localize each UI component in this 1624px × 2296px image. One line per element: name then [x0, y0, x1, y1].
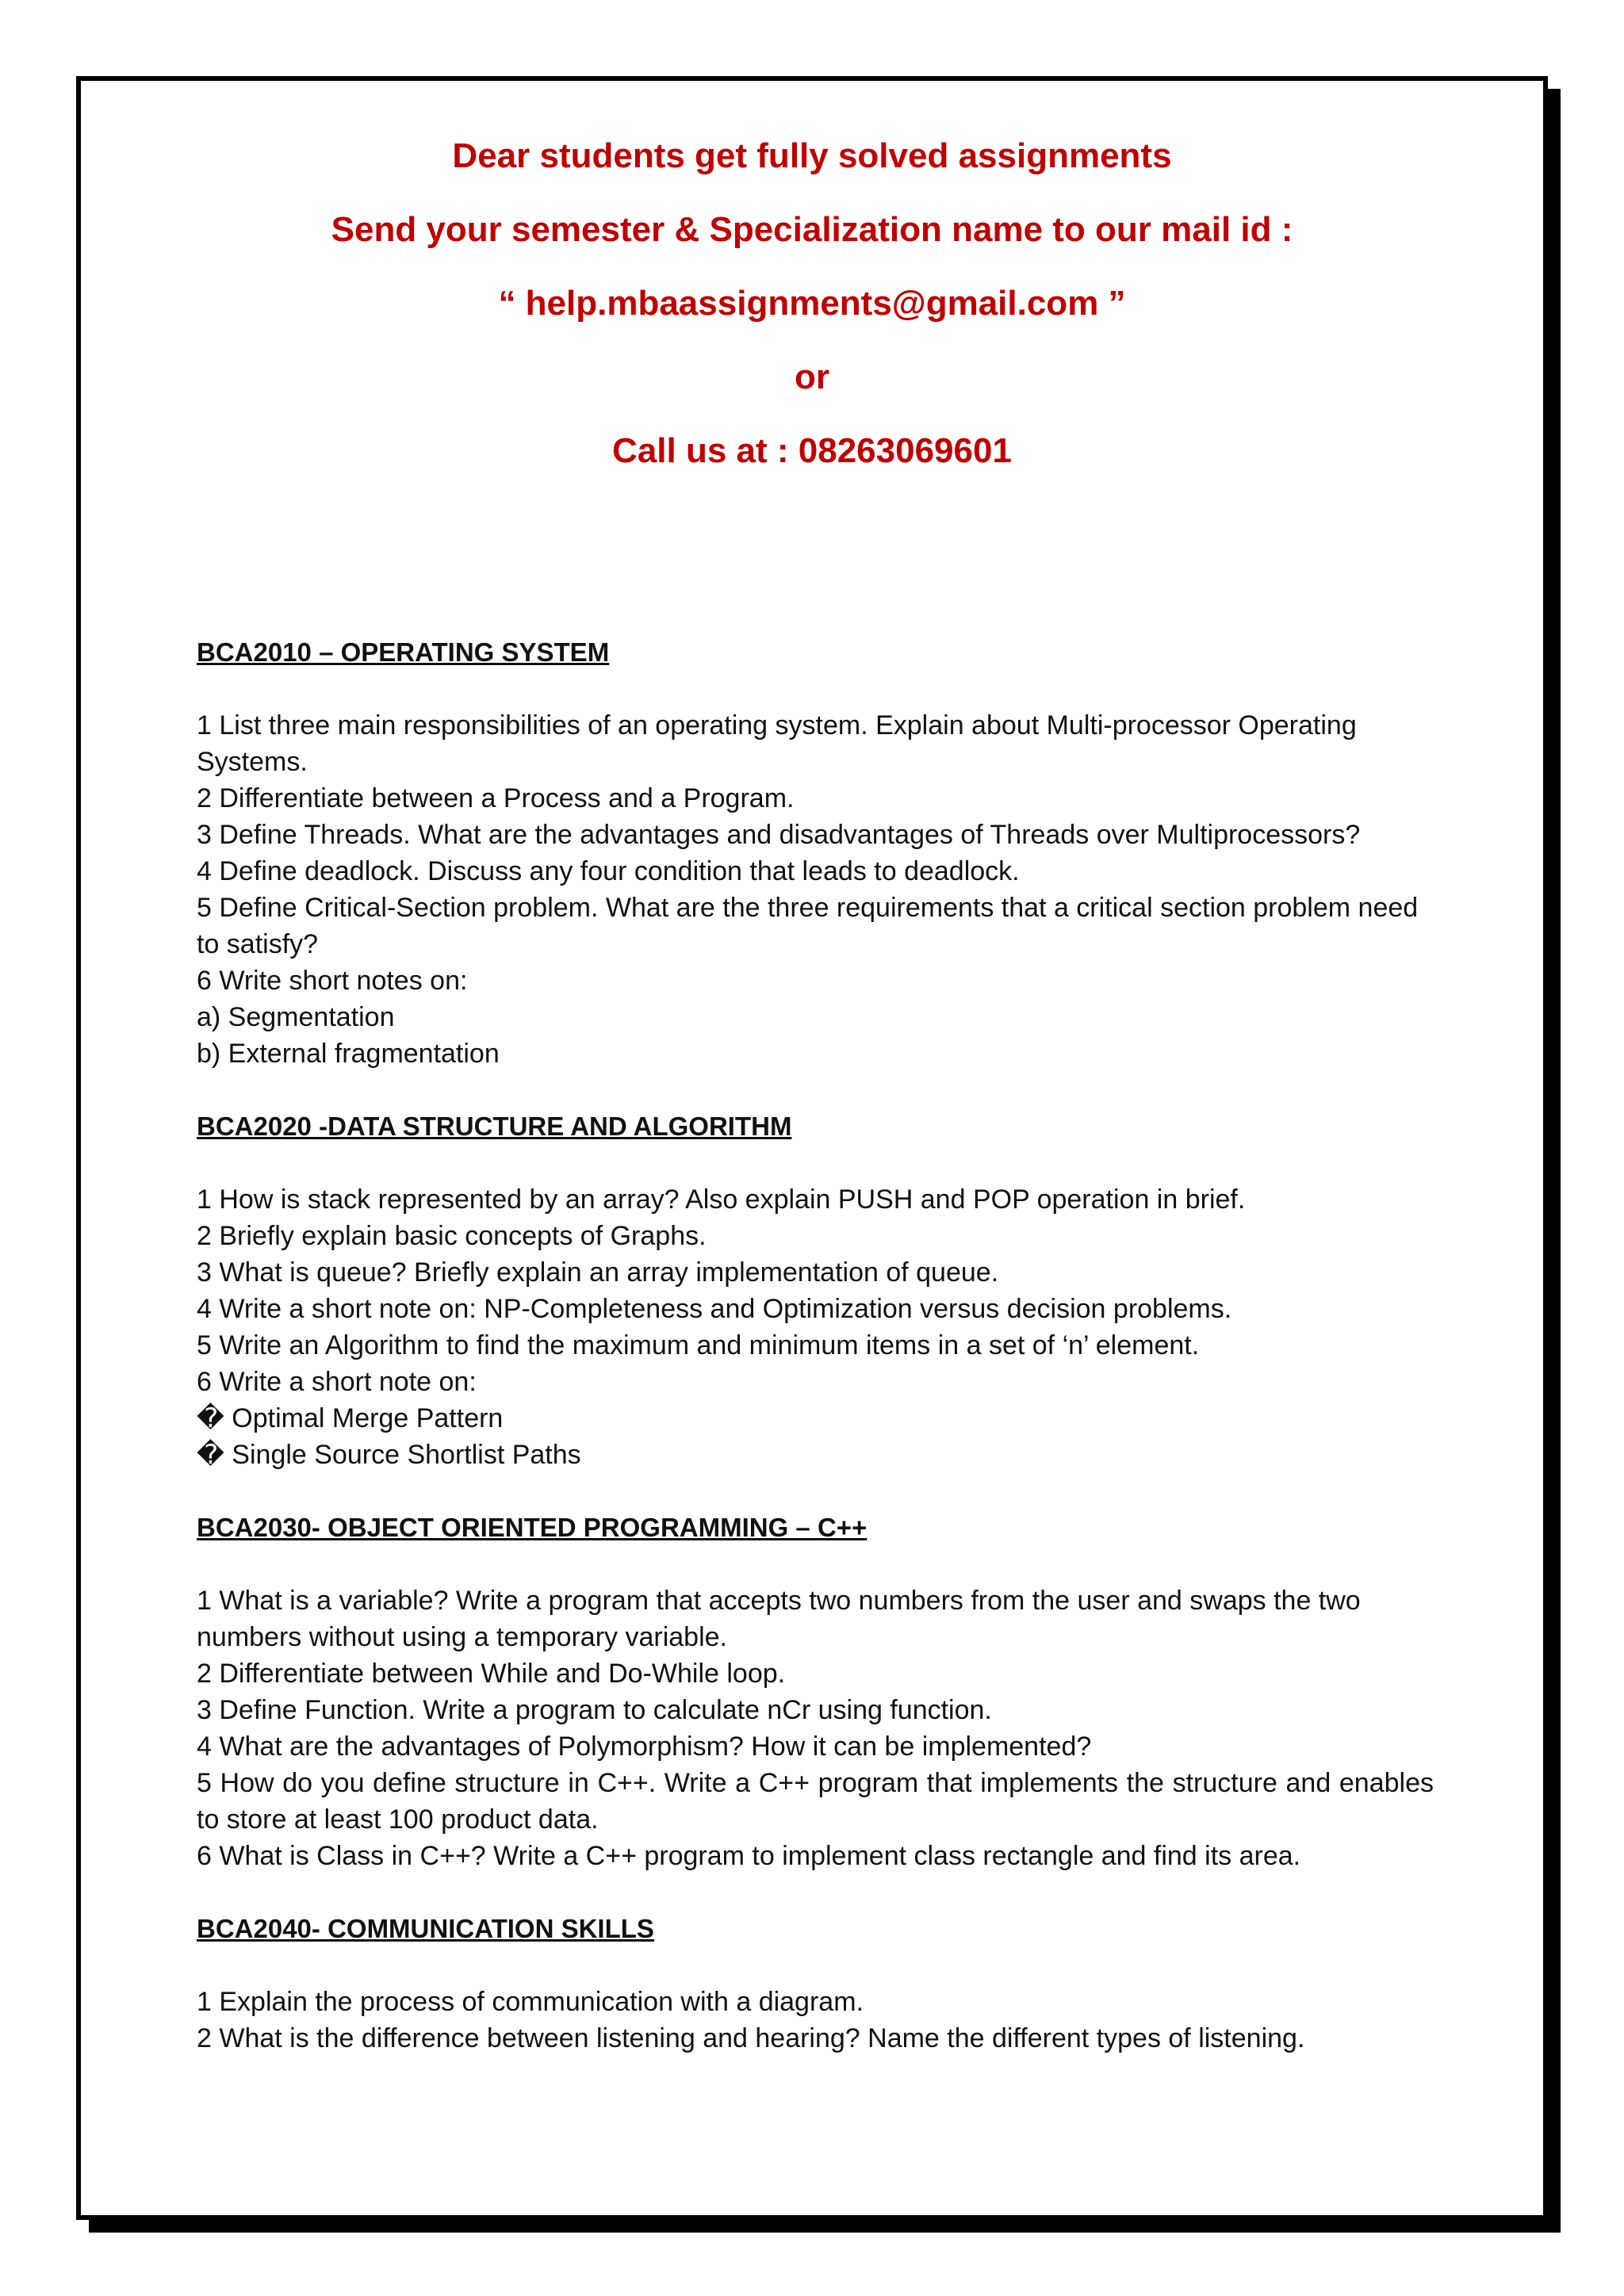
section-title-data-structure: BCA2020 -DATA STRUCTURE AND ALGORITHM [197, 1112, 792, 1141]
promo-phone: Call us at : 08263069601 [612, 431, 1012, 470]
promo-block [0, 119, 1624, 488]
promo-instruction: Send your semester & Specialization name to our mail id : [331, 210, 1293, 249]
promo-headline: Dear students get fully solved assignments [452, 136, 1172, 175]
section-title-oop-cpp: BCA2030- OBJECT ORIENTED PROGRAMMING – C++ [197, 1513, 868, 1542]
question-subitem: � Optimal Merge Pattern [197, 1403, 504, 1433]
assignment-content [197, 634, 1434, 2057]
question-item: 2 What is the difference between listening and hearing? Name the different types of listening. [197, 2023, 1305, 2053]
question-item: 4 Define deadlock. Discuss any four condition that leads to deadlock. [197, 856, 1020, 886]
question-item: 6 Write short notes on: [197, 966, 468, 996]
question-item: 4 Write a short note on: NP-Completeness and Optimization versus decision problems. [197, 1294, 1232, 1324]
question-item: 1 Explain the process of communication with a diagram. [197, 1987, 864, 2017]
question-item: 2 Differentiate between While and Do-While loop. [197, 1659, 786, 1689]
question-item: 4 What are the advantages of Polymorphism? How it can be implemented? [197, 1732, 1092, 1762]
promo-email: “ help.mbaassignments@gmail.com ” [498, 284, 1126, 323]
question-item: 3 What is queue? Briefly explain an array implementation of queue. [197, 1257, 999, 1288]
question-item: 5 How do you define structure in C++. Write a C++ program that implements the structure and enables to store at least 100 product data. [197, 1768, 1434, 1835]
section-title-communication-skills: BCA2040- COMMUNICATION SKILLS [197, 1914, 654, 1943]
question-item: 6 What is Class in C++? Write a C++ program to implement class rectangle and find its area. [197, 1841, 1301, 1871]
question-item: 1 List three main responsibilities of an operating system. Explain about Multi-processor Operating Systems. [197, 710, 1357, 777]
question-item: 1 How is stack represented by an array? Also explain PUSH and POP operation in brief. [197, 1184, 1246, 1215]
question-item: 3 Define Threads. What are the advantages and disadvantages of Threads over Multiprocessors? [197, 820, 1361, 850]
question-item: 2 Briefly explain basic concepts of Graphs. [197, 1221, 707, 1251]
question-item: 5 Write an Algorithm to find the maximum and minimum items in a set of ‘n’ element. [197, 1330, 1200, 1360]
question-item: 1 What is a variable? Write a program that accepts two numbers from the user and swaps the two numbers without using a temporary variable. [197, 1586, 1361, 1652]
question-subitem: � Single Source Shortlist Paths [197, 1440, 581, 1470]
question-item: 2 Differentiate between a Process and a Program. [197, 783, 795, 813]
question-item: 3 Define Function. Write a program to calculate nCr using function. [197, 1695, 992, 1725]
question-subitem: b) External fragmentation [197, 1039, 500, 1069]
question-item: 6 Write a short note on: [197, 1367, 477, 1397]
promo-or: or [795, 358, 829, 396]
question-item: 5 Define Critical-Section problem. What are the three requirements that a critical section problem need to satisfy? [197, 893, 1419, 959]
section-title-operating-system: BCA2010 – OPERATING SYSTEM [197, 637, 610, 667]
question-subitem: a) Segmentation [197, 1002, 395, 1032]
